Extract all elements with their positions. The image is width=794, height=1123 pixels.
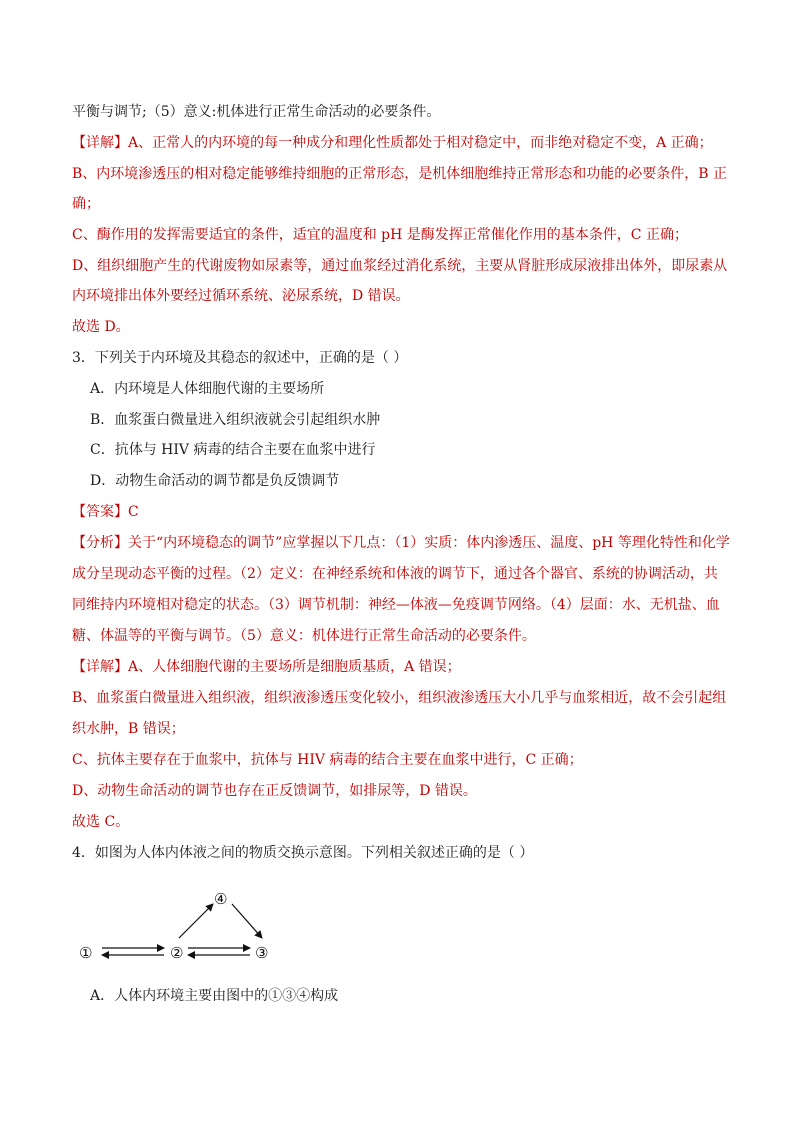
line-text: A．人体内环境主要由图中的①③④构成: [90, 988, 339, 1004]
line-text: 4．如图为人体内体液之间的物质交换示意图。下列相关叙述正确的是（ ）: [72, 845, 534, 861]
answer-tag: 【答案】: [72, 504, 128, 520]
line-text: 3．下列关于内环境及其稳态的叙述中，正确的是（ ）: [72, 350, 408, 366]
question-3-stem: [72, 348, 407, 368]
text-line: [72, 719, 185, 739]
line-text: A、人体细胞代谢的主要场所是细胞质基质，A 错误；: [128, 659, 461, 675]
line-text: A．内环境是人体细胞代谢的主要场所: [90, 381, 325, 397]
text-line: [72, 102, 440, 122]
answer-value: C: [128, 504, 139, 520]
node-2: ②: [170, 944, 184, 962]
arrow-2-to-4: [179, 904, 213, 938]
line-text: B、内环境渗透压的相对稳定能够维持细胞的正常形态，是机体细胞维持正常形态和功能的必要条件，B 正: [72, 166, 728, 182]
detail-line: [72, 133, 713, 153]
line-text: 平衡与调节;（5）意义:机体进行正常生命活动的必要条件。: [72, 104, 441, 120]
line-text: 同维持内环境相对稳定的状态。（3）调节机制：神经—体液—免疫调节网络。（4）层面：水、无机盐、血: [72, 597, 720, 613]
line-text: B．血浆蛋白微量进入组织液就会引起组织水肿: [90, 412, 381, 428]
text-line: [72, 256, 727, 276]
text-line: [72, 194, 100, 214]
text-line: [72, 317, 130, 337]
option-b: [90, 410, 380, 430]
answer-line: [72, 502, 139, 522]
text-line: [72, 595, 720, 615]
option-a: [90, 379, 324, 399]
fluid-exchange-diagram: [72, 886, 292, 970]
line-text: D、动物生命活动的调节也存在正反馈调节，如排尿等，D 错误。: [72, 783, 477, 799]
detail-tag: 【详解】: [72, 135, 128, 151]
line-text: C、抗体主要存在于血浆中，抗体与 HIV 病毒的结合主要在血浆中进行，C 正确；: [72, 752, 583, 768]
analysis-tag: 【分析】: [72, 535, 128, 551]
line-text: 故选 D。: [72, 319, 130, 335]
text-line: [72, 812, 129, 832]
detail-tag: 【详解】: [72, 659, 128, 675]
line-text: 确；: [72, 196, 100, 212]
line-text: B、血浆蛋白微量进入组织液，组织液渗透压变化较小，组织液渗透压大小几乎与血浆相近，故不会引起组: [72, 690, 727, 706]
line-text: 关于“内环境稳态的调节”应掌握以下几点：（1）实质：体内渗透压、温度、pH 等理化特性和化学: [128, 535, 730, 551]
option-c: [90, 440, 375, 460]
line-text: C、酶作用的发挥需要适宜的条件，适宜的温度和 pH 是酶发挥正常催化作用的基本条件，C 正确；: [72, 227, 688, 243]
text-line: [72, 688, 726, 708]
node-1: ①: [79, 944, 93, 962]
line-text: C．抗体与 HIV 病毒的结合主要在血浆中进行: [90, 442, 376, 458]
line-text: A、正常人的内环境的每一种成分和理化性质都处于相对稳定中，而非绝对稳定不变，A 正确；: [128, 135, 713, 151]
line-text: 内环境排出体外要经过循环系统、泌尿系统，D 错误。: [72, 288, 410, 304]
text-line: [72, 564, 718, 584]
line-text: D．动物生命活动的调节都是负反馈调节: [90, 473, 340, 489]
arrow-4-to-3: [232, 904, 262, 938]
detail-line: [72, 657, 461, 677]
option-d: [90, 471, 339, 491]
text-line: [72, 781, 477, 801]
text-line: [72, 286, 410, 306]
line-text: 故选 C。: [72, 814, 130, 830]
line-text: 糖、体温等的平衡与调节。（5）意义：机体进行正常生命活动的必要条件。: [72, 628, 536, 644]
node-3: ③: [255, 944, 269, 962]
node-4: ④: [214, 890, 228, 908]
question-4-option-a: [90, 986, 338, 1006]
question-4-stem: [72, 843, 533, 863]
text-line: [72, 750, 583, 770]
text-line: [72, 626, 536, 646]
line-text: 织水肿，B 错误；: [72, 721, 185, 737]
line-text: D、组织细胞产生的代谢废物如尿素等，通过血浆经过消化系统，主要从肾脏形成尿液排出体外，即尿素从: [72, 258, 728, 274]
line-text: 成分呈现动态平衡的过程。（2）定义：在神经系统和体液的调节下，通过各个器官、系统的协调活动，共: [72, 566, 718, 582]
text-line: [72, 164, 727, 184]
text-line: [72, 225, 688, 245]
analysis-line: [72, 533, 730, 553]
